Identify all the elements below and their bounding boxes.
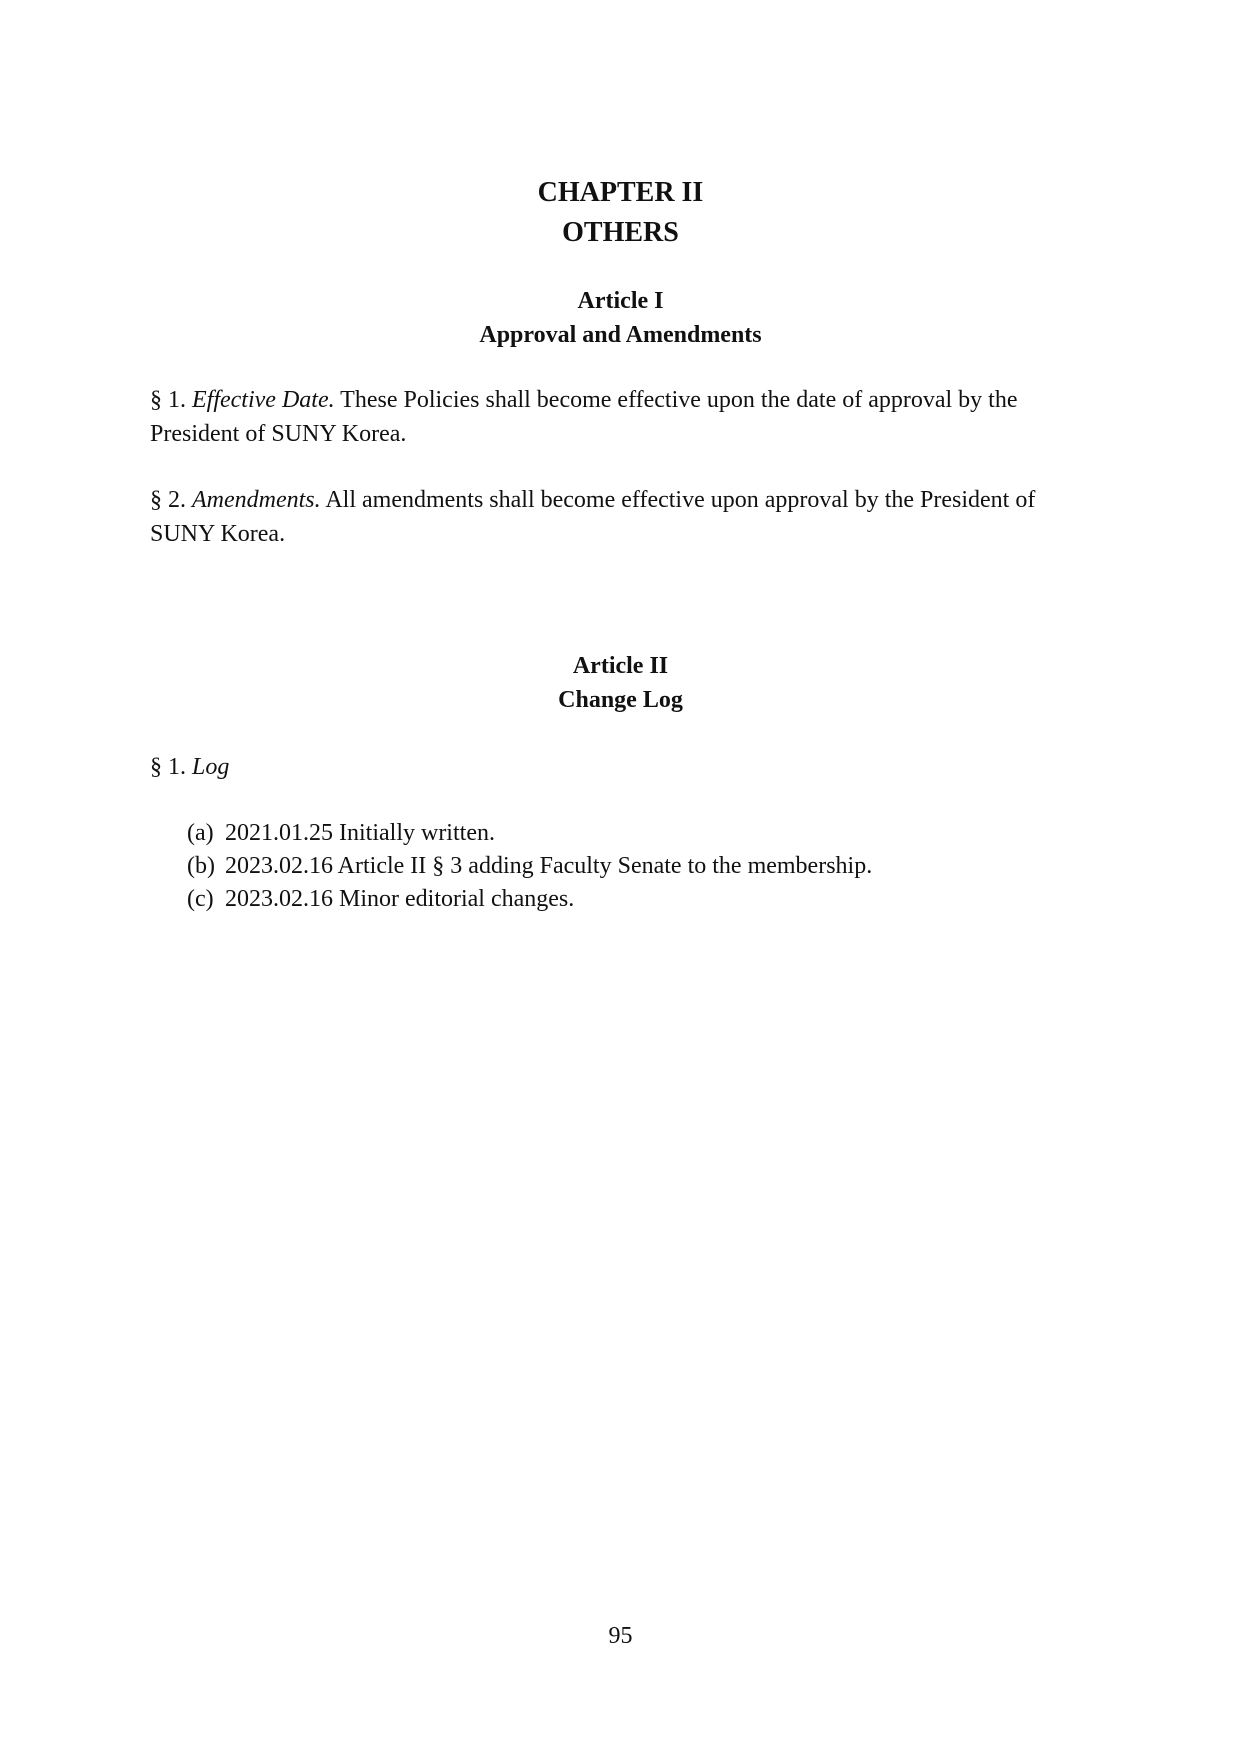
article-1-heading [0, 284, 1241, 352]
list-marker: (b) [187, 853, 215, 879]
article-2-number: Article II [572, 653, 669, 679]
section-heading: Log [192, 754, 230, 780]
list-marker: (a) [187, 820, 214, 846]
section-effective-date [150, 384, 1090, 451]
article-2-title: Change Log [558, 687, 683, 713]
section-amendments [150, 484, 1090, 551]
section-symbol: § 1. [150, 387, 186, 413]
change-log-list [187, 817, 1087, 916]
list-item [187, 850, 1087, 883]
list-marker: (c) [187, 886, 214, 912]
section-symbol: § 2. [150, 487, 186, 513]
chapter-title: CHAPTER II [537, 177, 704, 208]
section-heading: Effective Date. [192, 387, 335, 413]
list-item [187, 817, 1087, 850]
section-text: All amendments shall become effective upon approval by the President of SUNY Korea. [150, 487, 1036, 547]
article-1-number: Article I [577, 288, 664, 314]
section-text: These Policies shall become effective upon the date of approval by the President of SUNY Korea. [150, 387, 1018, 447]
chapter-heading [0, 173, 1241, 253]
section-symbol: § 1. [150, 754, 186, 780]
list-item [187, 883, 1087, 916]
article-2-heading [0, 649, 1241, 717]
article-1-title: Approval and Amendments [479, 322, 762, 348]
list-item-text: 2021.01.25 Initially written. [225, 820, 495, 846]
list-item-text: 2023.02.16 Minor editorial changes. [225, 886, 575, 912]
chapter-subtitle: OTHERS [562, 217, 679, 248]
section-heading: Amendments. [192, 487, 321, 513]
section-log [150, 751, 1090, 785]
page-number: 95 [608, 1623, 633, 1649]
list-item-text: 2023.02.16 Article II § 3 adding Faculty Senate to the membership. [225, 853, 873, 879]
